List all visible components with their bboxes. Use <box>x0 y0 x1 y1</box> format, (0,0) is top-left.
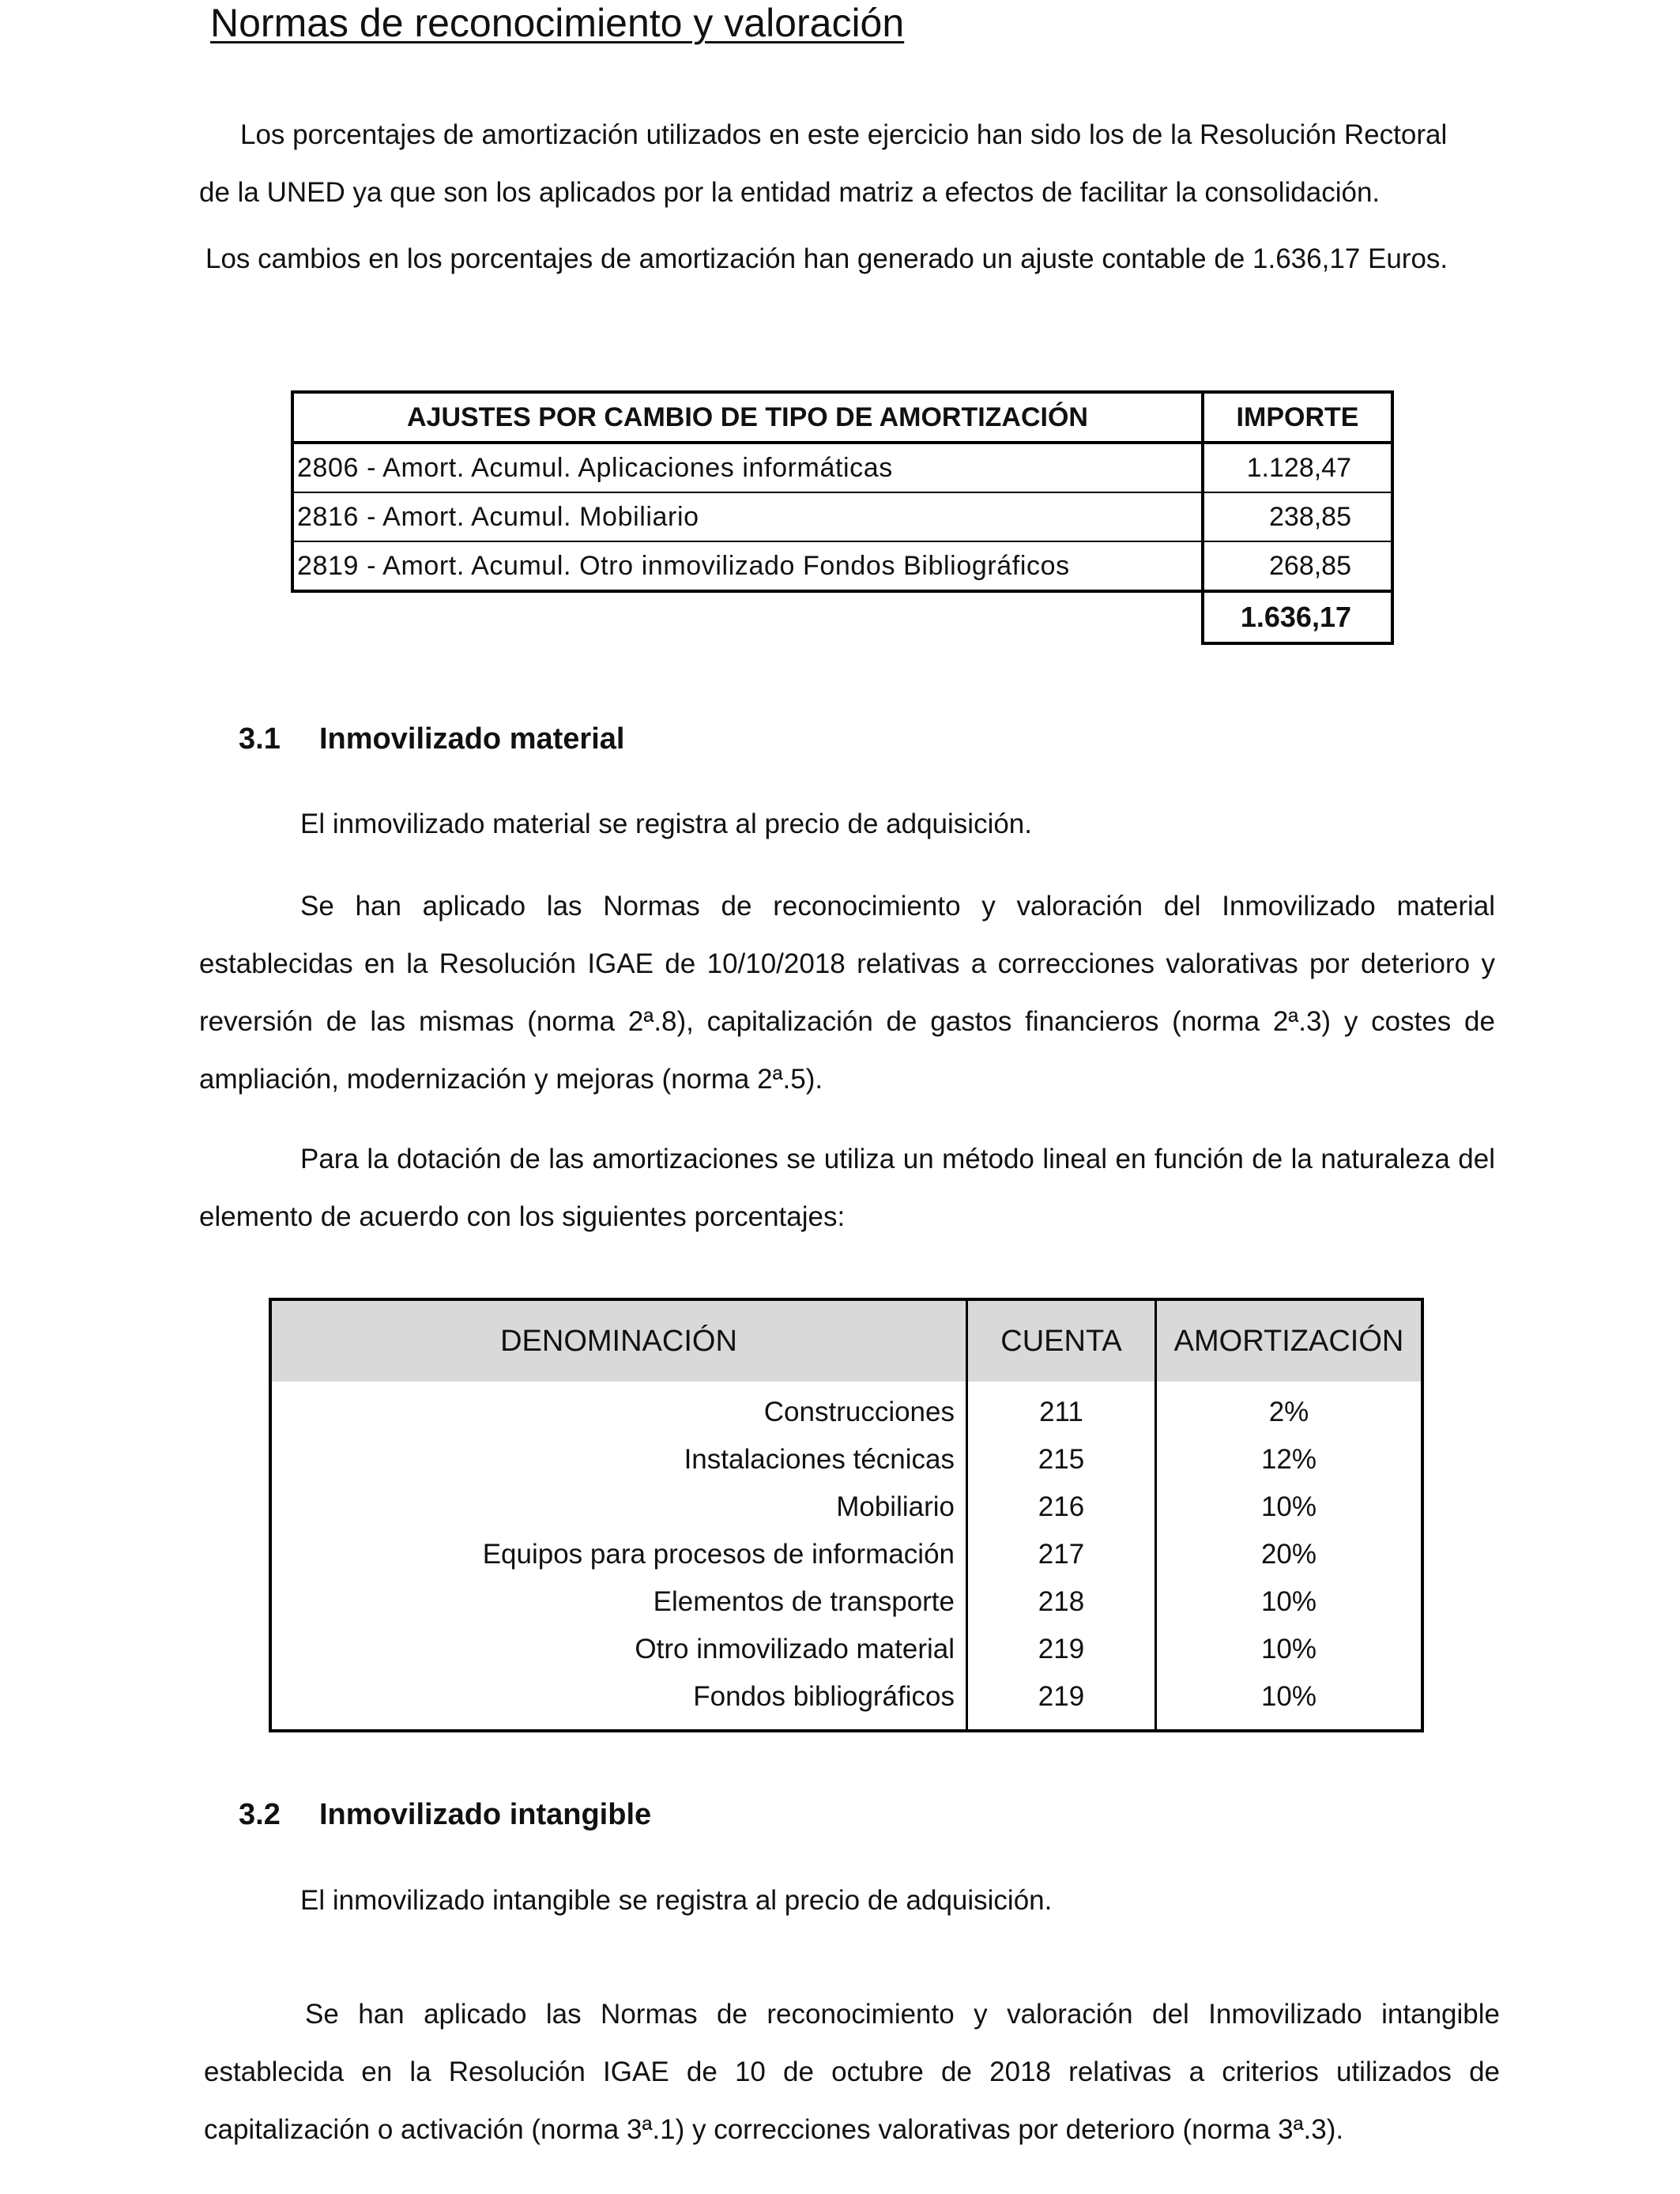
ajustes-header-row <box>292 392 1392 443</box>
table-row <box>292 541 1392 591</box>
ajustes-total: 1.636,17 <box>1203 591 1392 643</box>
amort-account: 219 <box>967 1626 1156 1673</box>
page-title: Normas de reconocimiento y valoración <box>210 1 905 45</box>
amort-header-denominacion: DENOMINACIÓN <box>270 1299 967 1382</box>
ajustes-concept: 2819 - Amort. Acumul. Otro inmovilizado Fondos Bibliográficos <box>292 541 1203 591</box>
ajustes-header-amount: IMPORTE <box>1203 392 1392 443</box>
amort-name: Elementos de transporte <box>653 1586 955 1617</box>
table-row <box>270 1436 1422 1483</box>
ajustes-concept: 2816 - Amort. Acumul. Mobiliario <box>292 492 1203 541</box>
table-row <box>270 1531 1422 1578</box>
intro-line-1: Los porcentajes de amortización utilizados en este ejercicio han sido los de la Resolución Rectoral <box>240 119 1448 150</box>
table-row <box>270 1483 1422 1531</box>
ajustes-table <box>291 390 1394 645</box>
amort-rate: 10% <box>1156 1578 1423 1626</box>
section-3-1-p2: Se han aplicado las Normas de reconocimiento y valoración del Inmovilizado material establecidas en la Resolución IGAE de 10/10/2018 relativas a correcciones valorativas por deterioro y reversión de las mismas (norma 2ª.8), capitalización de gastos financieros (norma 2ª.3) y costes de ampliación, modernización y mejoras (norma 2ª.5). <box>199 891 1495 1095</box>
table-row <box>270 1382 1422 1436</box>
amort-name: Otro inmovilizado material <box>635 1634 955 1664</box>
amort-rate: 20% <box>1156 1531 1423 1578</box>
amort-name: Instalaciones técnicas <box>684 1444 955 1475</box>
intro-paragraph <box>199 106 1495 221</box>
section-3-1-number: 3.1 <box>239 722 281 756</box>
amortization-table <box>269 1298 1424 1732</box>
section-3-1-title: Inmovilizado material <box>319 722 625 756</box>
amort-account: 215 <box>967 1436 1156 1483</box>
amort-account: 211 <box>967 1382 1156 1436</box>
amort-name: Equipos para procesos de información <box>482 1539 955 1570</box>
table-row <box>292 443 1392 492</box>
amort-rate: 2% <box>1156 1382 1423 1436</box>
table-row <box>270 1626 1422 1673</box>
section-3-2-number: 3.2 <box>239 1798 281 1831</box>
section-3-2-heading <box>239 1798 651 1832</box>
ajustes-amount: 238,85 <box>1203 492 1392 541</box>
section-3-1-p3: Para la dotación de las amortizaciones se utiliza un método lineal en función de la naturaleza del elemento de acuerdo con los siguientes porcentajes: <box>199 1144 1495 1232</box>
ajustes-header-concept: AJUSTES POR CAMBIO DE TIPO DE AMORTIZACIÓN <box>292 392 1203 443</box>
section-3-2-title: Inmovilizado intangible <box>319 1798 652 1831</box>
amort-name: Fondos bibliográficos <box>693 1681 955 1712</box>
amort-account: 217 <box>967 1531 1156 1578</box>
section-3-1-p1: El inmovilizado material se registra al precio de adquisición. <box>300 809 1032 839</box>
cambios-paragraph: Los cambios en los porcentajes de amortización han generado un ajuste contable de 1.636,17 Euros. <box>205 243 1448 274</box>
amort-header-cuenta: CUENTA <box>967 1299 1156 1382</box>
table-row <box>270 1578 1422 1626</box>
amort-account: 219 <box>967 1673 1156 1731</box>
amort-header-amortizacion: AMORTIZACIÓN <box>1156 1299 1423 1382</box>
amort-account: 218 <box>967 1578 1156 1626</box>
ajustes-concept: 2806 - Amort. Acumul. Aplicaciones informáticas <box>292 443 1203 492</box>
amort-rate: 10% <box>1156 1626 1423 1673</box>
section-3-1-heading <box>239 722 624 756</box>
ajustes-total-row <box>292 591 1392 643</box>
table-row <box>270 1673 1422 1731</box>
ajustes-total-spacer <box>292 591 1203 643</box>
intro-line-2: de la UNED ya que son los aplicados por la entidad matriz a efectos de facilitar la consolidación. <box>199 177 1381 208</box>
ajustes-amount: 268,85 <box>1203 541 1392 591</box>
amort-rate: 10% <box>1156 1673 1423 1731</box>
ajustes-amount: 1.128,47 <box>1203 443 1392 492</box>
amort-name: Construcciones <box>763 1397 955 1427</box>
amort-name: Mobiliario <box>836 1491 955 1522</box>
amort-rate: 12% <box>1156 1436 1423 1483</box>
table-row <box>292 492 1392 541</box>
amort-account: 216 <box>967 1483 1156 1531</box>
amort-header-row <box>270 1299 1422 1382</box>
amort-rate: 10% <box>1156 1483 1423 1531</box>
section-3-2-p1: El inmovilizado intangible se registra al precio de adquisición. <box>300 1885 1053 1916</box>
section-3-2-p2: Se han aplicado las Normas de reconocimiento y valoración del Inmovilizado intangible establecida en la Resolución IGAE de 10 de octubre de 2018 relativas a criterios utilizados de capitalización o activación (norma 3ª.1) y correcciones valorativas por deterioro (norma 3ª.3). <box>204 1999 1500 2145</box>
